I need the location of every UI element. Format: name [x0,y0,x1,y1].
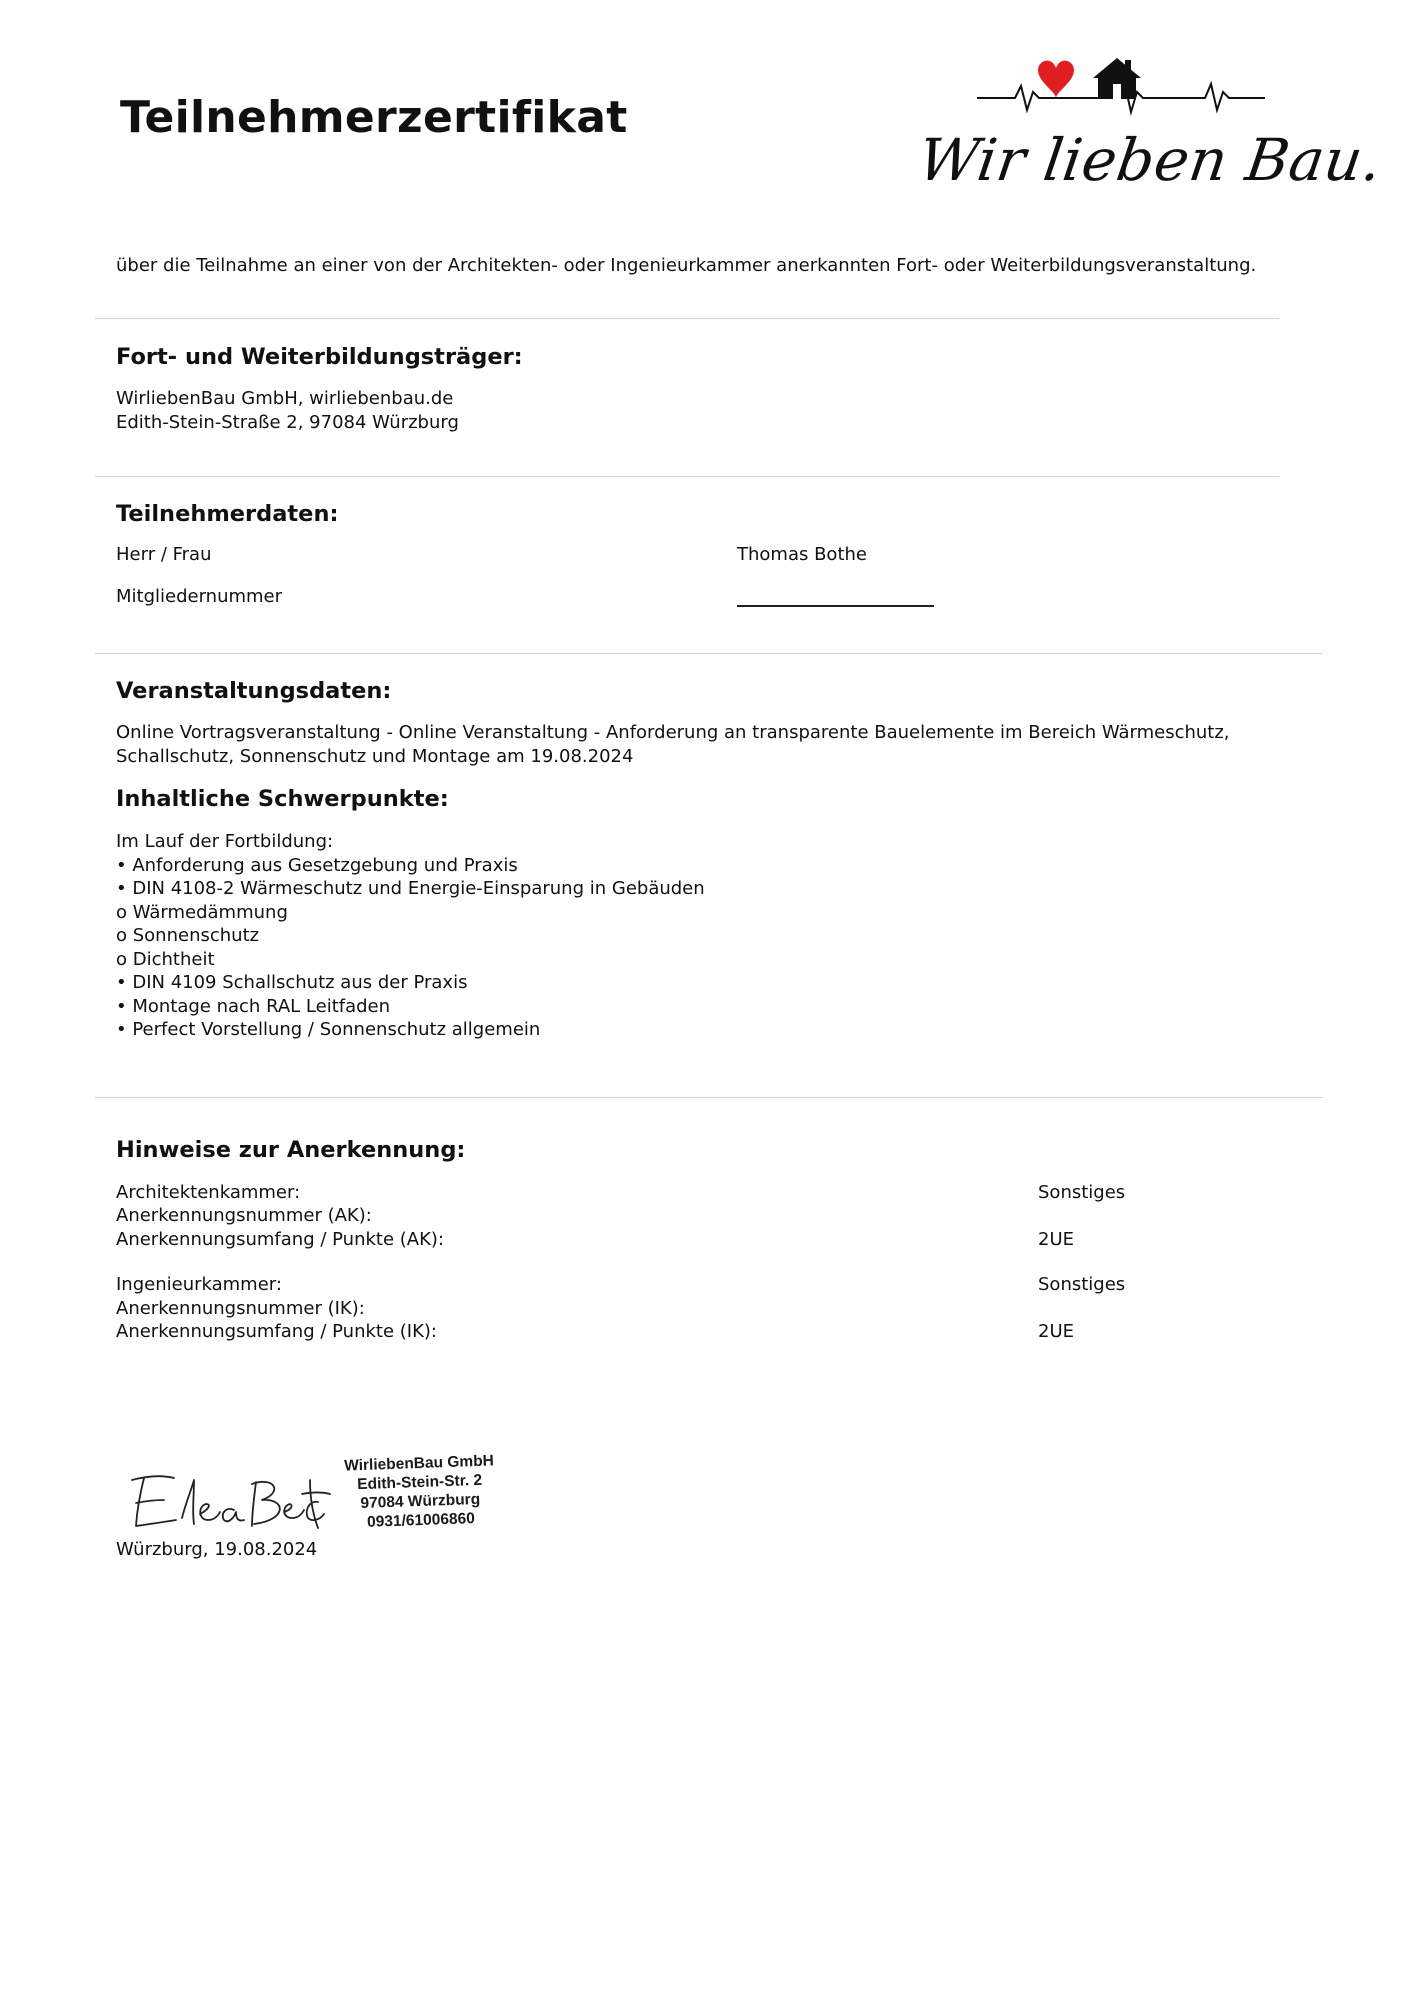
event-line: Schallschutz, Sonnenschutz und Montage am 19.08.2024 [116,745,634,767]
participant-name: Thomas Bothe [737,544,867,565]
ak-number-label: Anerkennungsnummer (AK): [116,1205,372,1226]
list-item: o Wärmedämmung [116,901,288,923]
ik-chamber-label: Ingenieurkammer: [116,1274,282,1295]
stamp-line: Edith-Stein-Str. 2 [356,1471,483,1494]
ak-chamber-label: Architektenkammer: [116,1182,301,1203]
list-item: Im Lauf der Fortbildung: [116,831,334,852]
event-heading: Veranstaltungsdaten: [116,678,392,704]
list-item: • DIN 4108-2 Wärmeschutz und Energie-Einsparung in Gebäuden [116,878,705,899]
heartbeat-line [905,48,1285,138]
ik-number-label: Anerkennungsnummer (IK): [116,1298,365,1319]
stamp-line: WirliebenBau GmbH [343,1452,495,1475]
provider-line: Edith-Stein-Straße 2, 97084 Würzburg [116,411,459,433]
ak-scope-value: 2UE [1038,1229,1074,1250]
house-icon [1093,58,1141,99]
divider [95,476,1279,477]
list-item: • Anforderung aus Gesetzgebung und Praxis [116,854,518,876]
provider-address [116,387,459,434]
company-stamp [339,1451,502,1533]
divider [95,1097,1323,1098]
list-item: o Dichtheit [116,948,215,970]
ak-scope-label: Anerkennungsumfang / Punkte (AK): [116,1229,444,1250]
ik-scope-label: Anerkennungsumfang / Punkte (IK): [116,1321,437,1342]
ak-chamber-value: Sonstiges [1038,1182,1126,1203]
recognition-heading: Hinweise zur Anerkennung: [116,1137,466,1163]
salutation-label: Herr / Frau [116,544,212,565]
divider [95,318,1279,319]
event-description [116,721,1230,768]
content-heading: Inhaltliche Schwerpunkte: [116,786,449,812]
provider-heading: Fort- und Weiterbildungsträger: [116,344,523,370]
participant-heading: Teilnehmerdaten: [116,501,339,527]
list-item: • DIN 4109 Schallschutz aus der Praxis [116,972,468,993]
ik-chamber-value: Sonstiges [1038,1274,1126,1295]
member-number-line [737,605,934,607]
content-list [116,830,705,1042]
logo-wordmark: Wir lieben Bau. [914,126,1387,194]
list-item: • Perfect Vorstellung / Sonnenschutz allgemein [116,1019,541,1040]
stamp-line: 0931/61006860 [366,1510,476,1531]
member-number-label: Mitgliedernummer [116,586,283,607]
provider-line: WirliebenBau GmbH, wirliebenbau.de [116,388,454,409]
ik-scope-value: 2UE [1038,1321,1074,1342]
event-line: Online Vortragsveranstaltung - Online Veranstaltung - Anforderung an transparente Bauelemente im Bereich Wärmeschutz, [116,722,1230,743]
page-title: Teilnehmerzertifikat [120,92,628,143]
place-date: Würzburg, 19.08.2024 [116,1539,318,1560]
list-item: o Sonnenschutz [116,925,260,946]
list-item: • Montage nach RAL Leitfaden [116,995,391,1017]
stamp-line: 97084 Würzburg [360,1490,481,1513]
divider [95,653,1323,654]
intro-text: über die Teilnahme an einer von der Architekten- oder Ingenieurkammer anerkannten Fort- oder Weiterbildungsveranstaltung. [116,255,1257,276]
heart-icon [1038,61,1074,98]
signature [122,1466,332,1536]
logo [905,48,1387,198]
